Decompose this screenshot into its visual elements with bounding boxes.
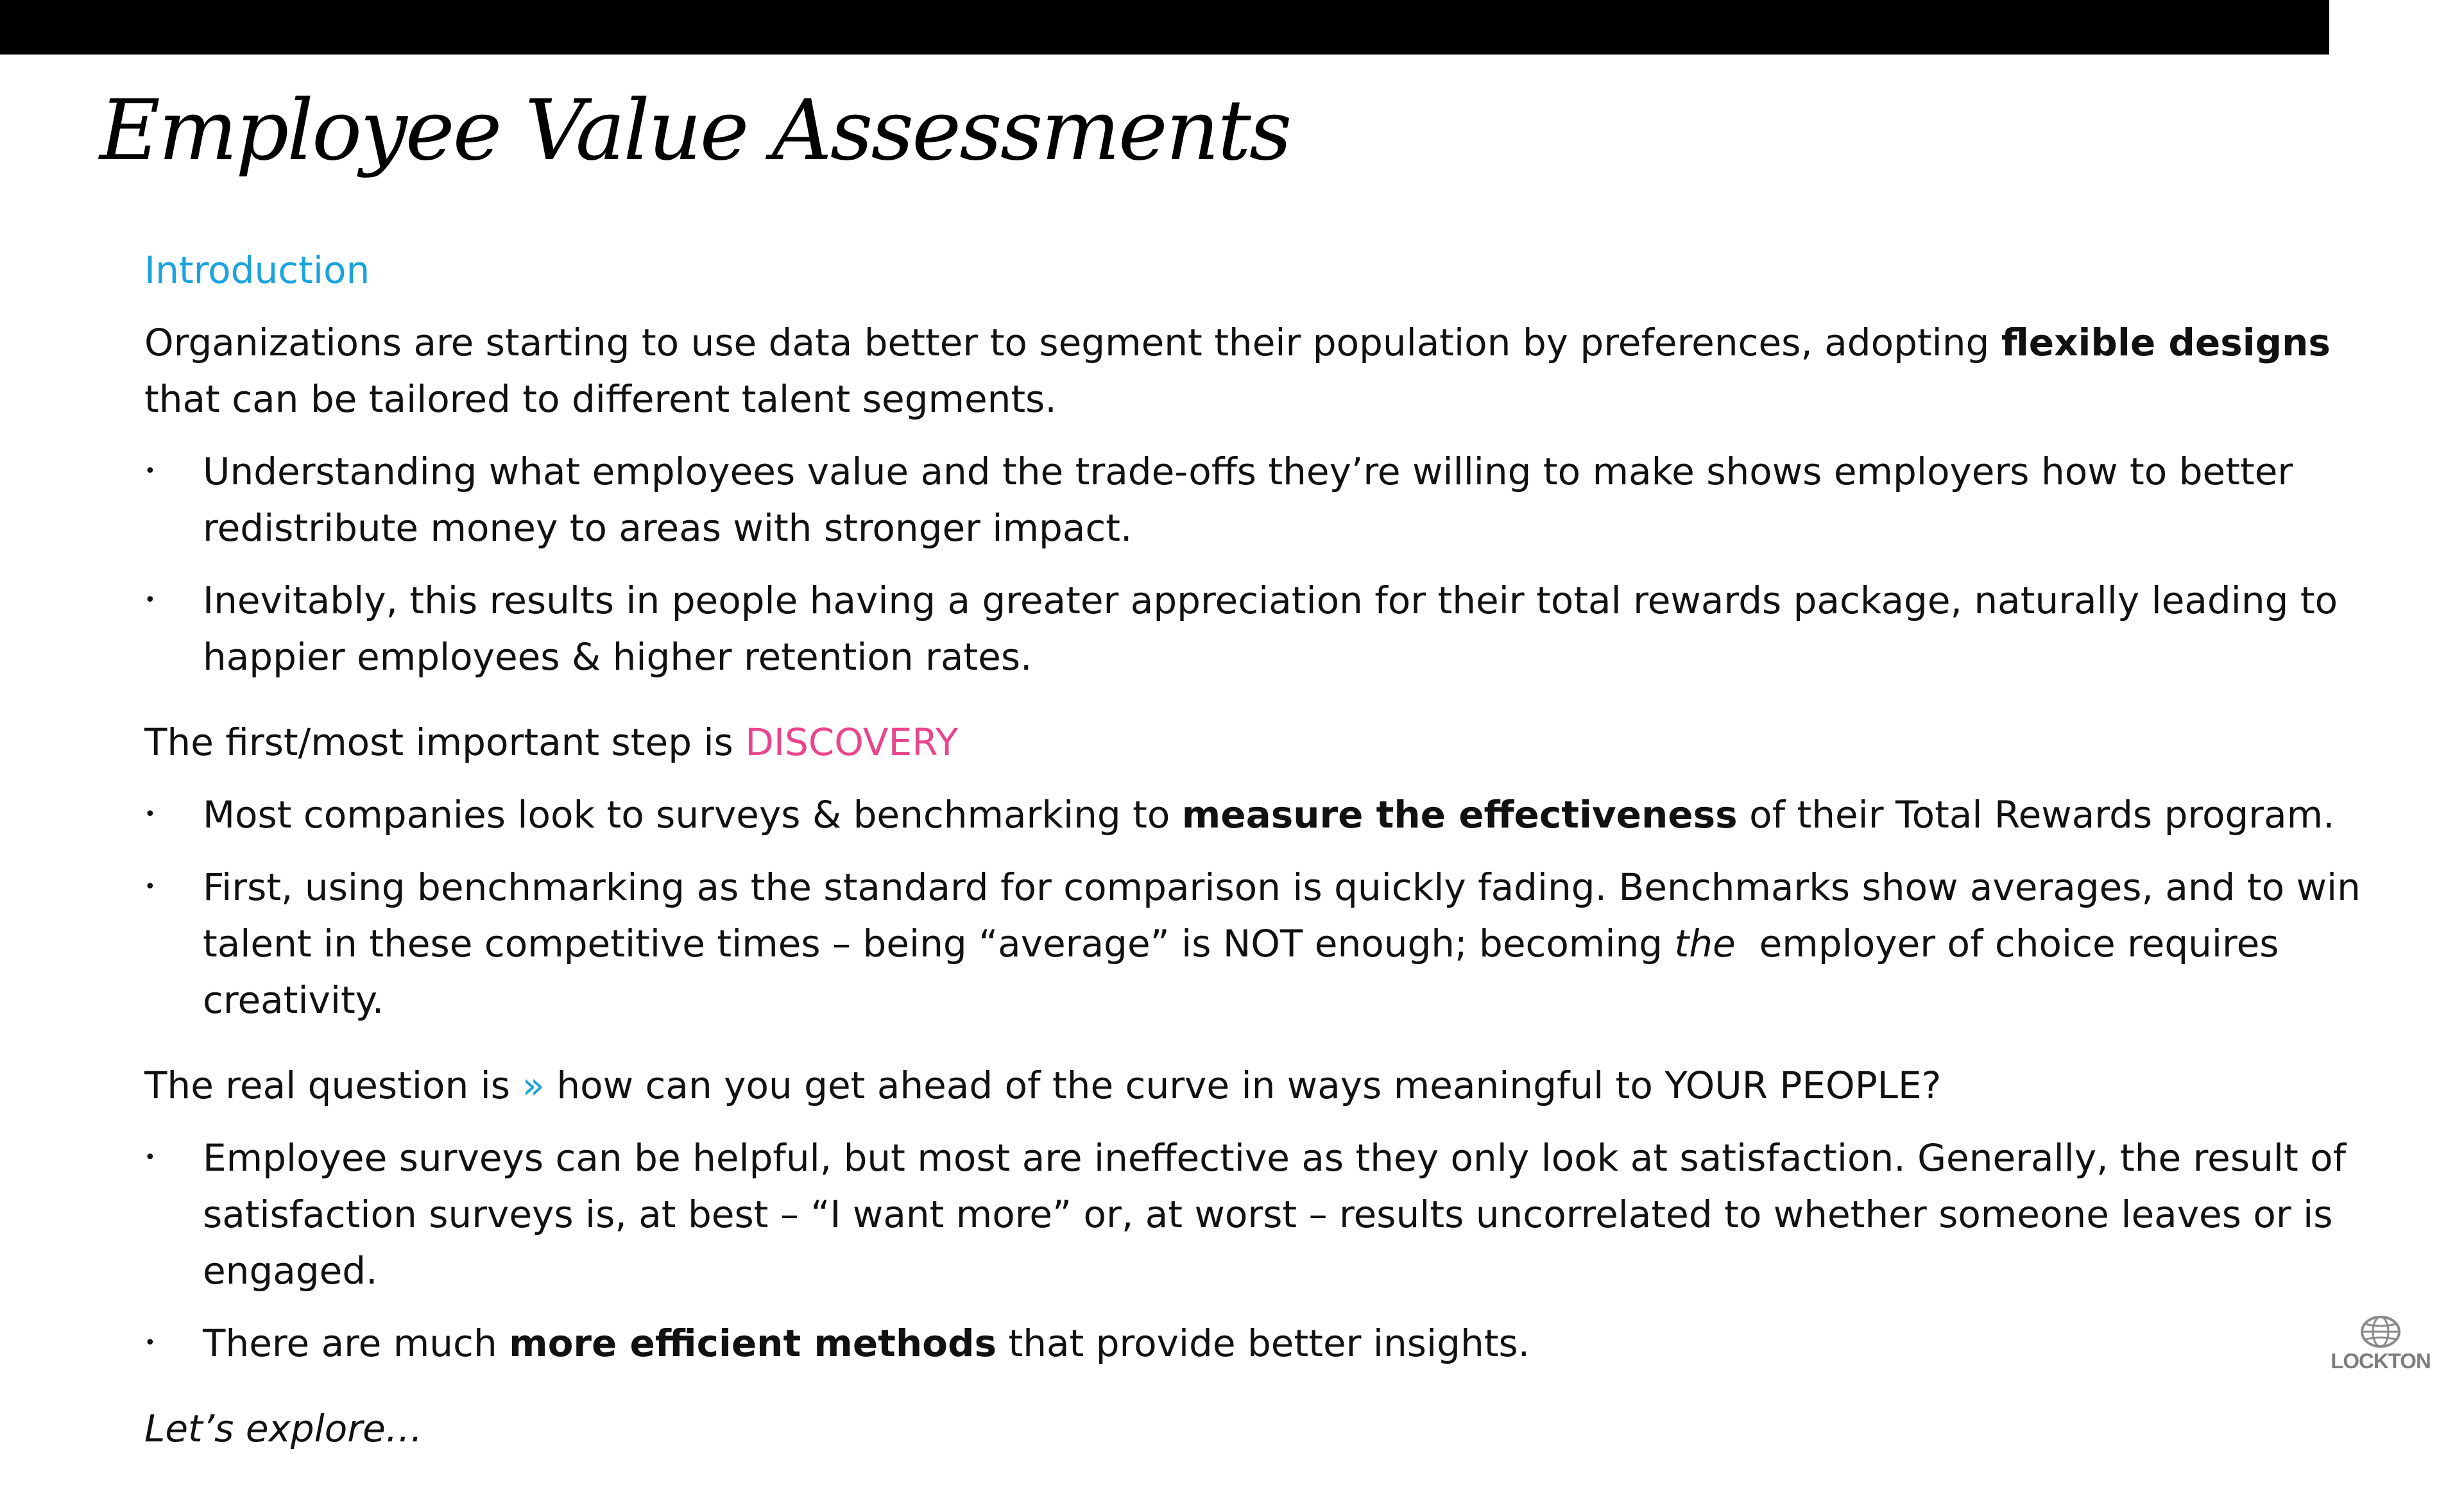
- discovery-lead: The first/most important step is: [144, 720, 746, 764]
- bullet-italic-text: the: [1674, 922, 1736, 965]
- logo-wordmark: LOCKTON: [2331, 1349, 2431, 1373]
- bullet-text: Most companies look to surveys & benchmarking to: [203, 793, 1182, 836]
- list-item: [144, 443, 2409, 556]
- list-item: [144, 1130, 2409, 1299]
- bullet-marker: •: [144, 589, 156, 611]
- intro-bullet-list: [144, 443, 2409, 685]
- bullet-text: There are much: [203, 1321, 509, 1365]
- bullet-text: Employee surveys can be helpful, but most are ineffective as they only look at satisfaction. Generally, the result of satisfaction surveys is, at best – “I want more” or, at worst – results uncorrelated to whether someone leaves or is engaged.: [203, 1136, 2347, 1293]
- bullet-text-end: employer of choice requires creativity.: [203, 922, 2291, 1022]
- globe-icon: [2360, 1315, 2401, 1348]
- bullet-marker: •: [144, 803, 156, 826]
- slide-content: [144, 242, 2409, 1494]
- bullet-bold-text: measure the effectiveness: [1181, 793, 1738, 836]
- bullet-marker: •: [144, 1332, 156, 1354]
- intro-text-end: that can be tailored to different talent segments.: [144, 377, 1057, 421]
- closing-text: Let’s explore…: [144, 1407, 423, 1450]
- section-heading-introduction: Introduction: [144, 248, 370, 292]
- bullet-text: Understanding what employees value and the trade-offs they’re willing to make shows employers how to better redistribute money to areas with stronger impact.: [203, 450, 2293, 550]
- slide-title: Employee Value Assessments: [99, 81, 1290, 179]
- top-bar: [0, 0, 2329, 55]
- question-lead: The real question is: [144, 1064, 522, 1107]
- discovery-bullet-list: [144, 786, 2409, 1028]
- lockton-logo: [2320, 1315, 2442, 1373]
- intro-paragraph: [144, 314, 2409, 427]
- bullet-text: First, using benchmarking as the standard for comparison is quickly fading. Benchmarks show averages, and to win talent in these competitive times – being “average” is NOT enough; becoming: [203, 865, 2361, 965]
- bullet-marker: •: [144, 1146, 156, 1169]
- chevron-icon: »: [522, 1064, 545, 1107]
- list-item: [144, 1315, 2409, 1371]
- intro-text: Organizations are starting to use data better to segment their population by preferences, adopting: [144, 321, 2001, 364]
- discovery-highlight: DISCOVERY: [745, 720, 959, 764]
- discovery-paragraph: [144, 714, 2409, 770]
- list-item: [144, 859, 2409, 1028]
- bullet-text: Inevitably, this results in people having a greater appreciation for their total rewards package, naturally leading to happier employees & higher retention rates.: [203, 579, 2338, 679]
- question-text: how can you get ahead of the curve in ways meaningful to YOUR PEOPLE?: [544, 1064, 1942, 1107]
- bullet-marker: •: [144, 876, 156, 898]
- question-paragraph: [144, 1057, 2409, 1114]
- list-item: [144, 786, 2409, 843]
- intro-bold-text: flexible designs: [2001, 321, 2331, 364]
- bullet-bold-text: more efficient methods: [509, 1321, 997, 1365]
- bullet-marker: •: [144, 460, 156, 482]
- bullet-text-end: that provide better insights.: [997, 1321, 1530, 1365]
- question-bullet-list: [144, 1130, 2409, 1371]
- bullet-text-end: of their Total Rewards program.: [1737, 793, 2335, 836]
- list-item: [144, 572, 2409, 685]
